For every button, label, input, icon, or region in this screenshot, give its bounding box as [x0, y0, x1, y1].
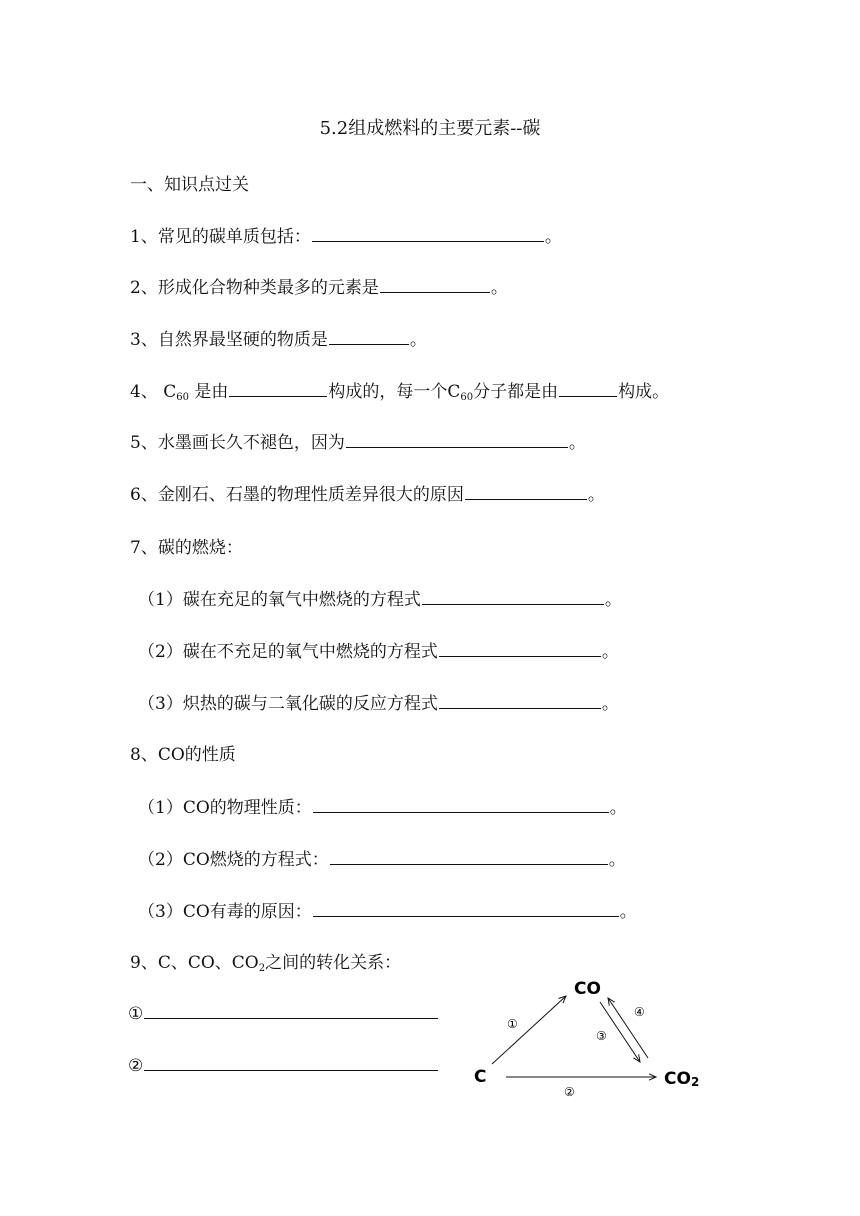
question-1-end: 。 — [544, 227, 562, 247]
label-4: ④ — [634, 1005, 645, 1019]
section-heading: 一、知识点过关 — [130, 175, 249, 195]
node-co2-text: CO — [664, 1069, 691, 1089]
answer-blank-1[interactable] — [312, 223, 544, 242]
arrow-c-to-co — [492, 996, 566, 1064]
question-9-b: 之间的转化关系： — [265, 953, 402, 973]
question-8-2-text: （2）CO燃烧的方程式： — [138, 850, 329, 870]
question-8-2 — [138, 845, 626, 870]
answer-line-1 — [128, 1000, 439, 1024]
question-7-3-end: 。 — [601, 694, 619, 714]
question-8-1-end: 。 — [609, 798, 627, 818]
answer-marker-2: ② — [128, 1056, 144, 1076]
question-8: 8、CO的性质 — [130, 745, 236, 765]
question-7-1-text: （1）碳在充足的氧气中燃烧的方程式 — [138, 590, 421, 610]
question-9-sub: 2 — [258, 963, 266, 974]
question-7-2-text: （2）碳在不充足的氧气中燃烧的方程式 — [138, 642, 438, 662]
question-8-3-end: 。 — [619, 902, 637, 922]
question-8-1-text: （1）CO的物理性质： — [138, 798, 312, 818]
question-9-a: 9、C、CO、CO — [130, 953, 259, 973]
question-1 — [130, 222, 562, 247]
question-2 — [130, 273, 508, 298]
question-4-b: 是由 — [188, 382, 229, 402]
question-3 — [130, 325, 427, 350]
answer-line-2 — [128, 1052, 439, 1076]
answer-marker-1: ① — [128, 1004, 144, 1024]
question-7: 7、碳的燃烧： — [130, 538, 243, 558]
answer-blank-8-1[interactable] — [313, 794, 609, 813]
question-4-c: 构成的，每一个C — [328, 382, 461, 402]
question-7-3 — [138, 689, 619, 714]
question-1-text: 1、常见的碳单质包括： — [130, 227, 311, 247]
answer-blank-5[interactable] — [346, 429, 568, 448]
label-3: ③ — [596, 1029, 607, 1043]
question-6 — [130, 480, 605, 505]
label-1: ① — [507, 1017, 518, 1031]
question-2-end: 。 — [490, 278, 508, 298]
question-9 — [130, 948, 401, 974]
question-7-2 — [138, 637, 619, 662]
node-co2 — [664, 1069, 699, 1089]
question-4-d: 分子都是由 — [473, 382, 559, 402]
answer-blank-7-2[interactable] — [439, 638, 601, 657]
conversion-diagram — [460, 972, 720, 1102]
answer-blank-9-1[interactable] — [144, 1000, 438, 1019]
question-4-a: 4、 C — [130, 382, 177, 402]
answer-blank-9-2[interactable] — [144, 1052, 438, 1071]
node-co2-sub: 2 — [690, 1075, 700, 1089]
answer-blank-2[interactable] — [380, 274, 490, 293]
question-2-text: 2、形成化合物种类最多的元素是 — [130, 278, 379, 298]
answer-blank-4b[interactable] — [559, 378, 617, 397]
answer-blank-6[interactable] — [465, 481, 587, 500]
label-2: ② — [564, 1085, 575, 1099]
question-3-end: 。 — [409, 330, 427, 350]
page-title: 5.2组成燃料的主要元素--碳 — [319, 118, 541, 139]
answer-blank-8-3[interactable] — [313, 898, 619, 917]
answer-blank-7-1[interactable] — [422, 586, 604, 605]
question-4-sub1: 60 — [176, 392, 189, 403]
question-4-sub2: 60 — [460, 392, 474, 403]
question-4-e: 构成。 — [618, 382, 670, 402]
question-8-2-end: 。 — [608, 850, 626, 870]
node-c: C — [474, 1067, 487, 1087]
answer-blank-8-2[interactable] — [330, 846, 608, 865]
node-co: CO — [574, 979, 601, 999]
question-8-3 — [138, 897, 637, 922]
question-7-1 — [138, 585, 622, 610]
question-6-end: 。 — [587, 485, 605, 505]
question-4 — [130, 377, 669, 403]
question-5-text: 5、水墨画长久不褪色，因为 — [130, 433, 345, 453]
question-3-text: 3、自然界最坚硬的物质是 — [130, 330, 328, 350]
question-7-1-end: 。 — [604, 590, 622, 610]
answer-blank-7-3[interactable] — [439, 690, 601, 709]
answer-blank-3[interactable] — [329, 326, 409, 345]
answer-blank-4a[interactable] — [229, 378, 327, 397]
question-7-3-text: （3）炽热的碳与二氧化碳的反应方程式 — [138, 694, 438, 714]
question-6-text: 6、金刚石、石墨的物理性质差异很大的原因 — [130, 485, 464, 505]
question-5-end: 。 — [568, 433, 586, 453]
question-8-3-text: （3）CO有毒的原因： — [138, 902, 312, 922]
question-8-1 — [138, 793, 627, 818]
question-7-2-end: 。 — [601, 642, 619, 662]
question-5 — [130, 428, 586, 453]
